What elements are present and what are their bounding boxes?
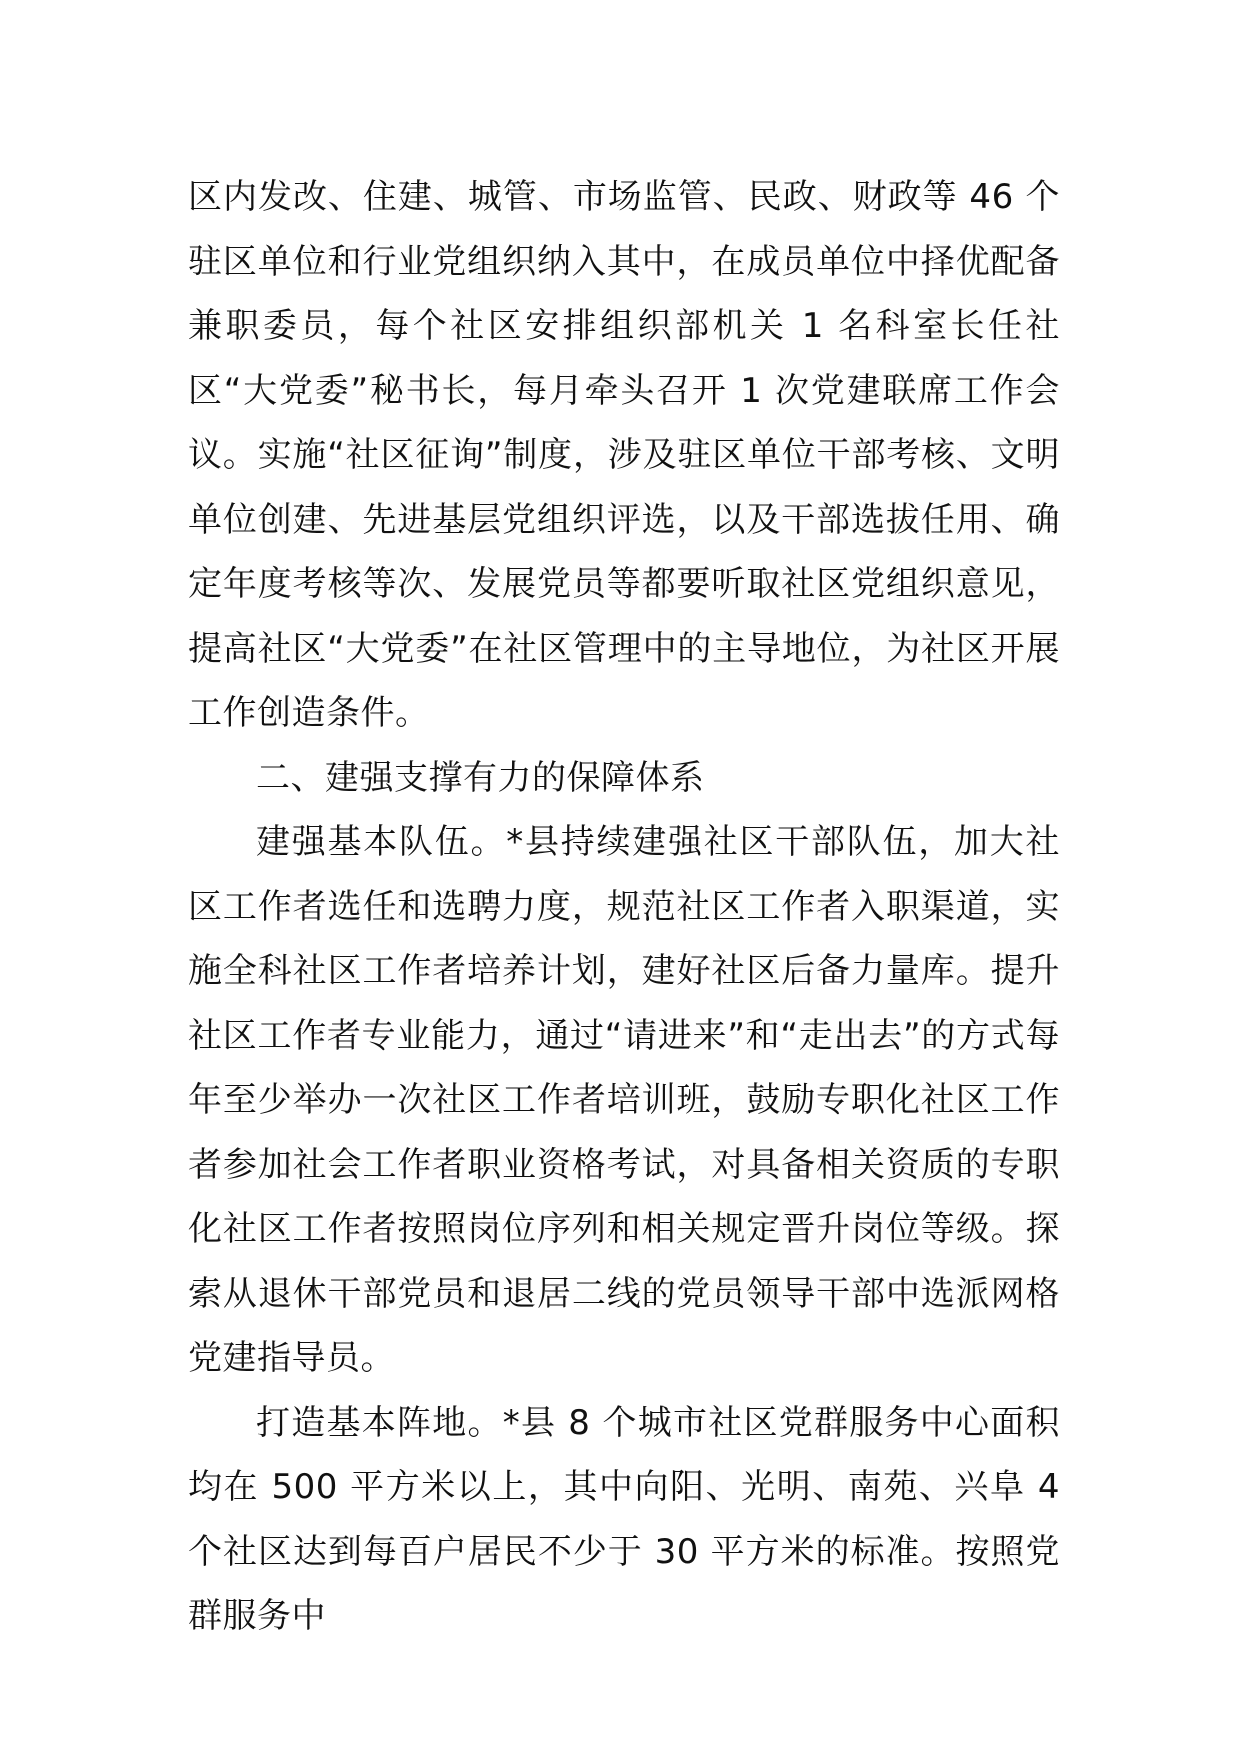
section-heading-support-system: 二、建强支撑有力的保障体系: [256, 757, 705, 798]
paragraph-committee-members: 区内发改、住建、城管、市场监管、民政、财政等 46 个驻区单位和行业党组织纳入其中，在成员单位中择优配备兼职委员，每个社区安排组织部机关 1 名科室长任社区“大党委”秘书长，每月牵头召开 1 次党建联席工作会议。实施“社区征询”制度，涉及驻区单位干部考核、文明单位创建、先进基层党组织评选，以及干部选拔任用、确定年度考核等次、发展党员等都要听取社区党组织意见，提高社区“大党委”在社区管理中的主导地位，为社区开展工作创造条件。: [188, 177, 1060, 733]
paragraph-basic-team: 建强基本队伍。*县持续建强社区干部队伍，加大社区工作者选任和选聘力度，规范社区工作者入职渠道，实施全科社区工作者培养计划，建好社区后备力量库。提升社区工作者专业能力，通过“请进来”和“走出去”的方式每年至少举办一次社区工作者培训班，鼓励专职化社区工作者参加社会工作者职业资格考试，对具备相关资质的专职化社区工作者按照岗位序列和相关规定晋升岗位等级。探索从退休干部党员和退居二线的党员领导干部中选派网格党建指导员。: [188, 822, 1060, 1378]
document-page: [188, 165, 1060, 1649]
paragraph-basic-position: 打造基本阵地。*县 8 个城市社区党群服务中心面积均在 500 平方米以上，其中向阳、光明、南苑、兴阜 4 个社区达到每百户居民不少于 30 平方米的标准。按照党群服务中: [188, 1402, 1060, 1636]
